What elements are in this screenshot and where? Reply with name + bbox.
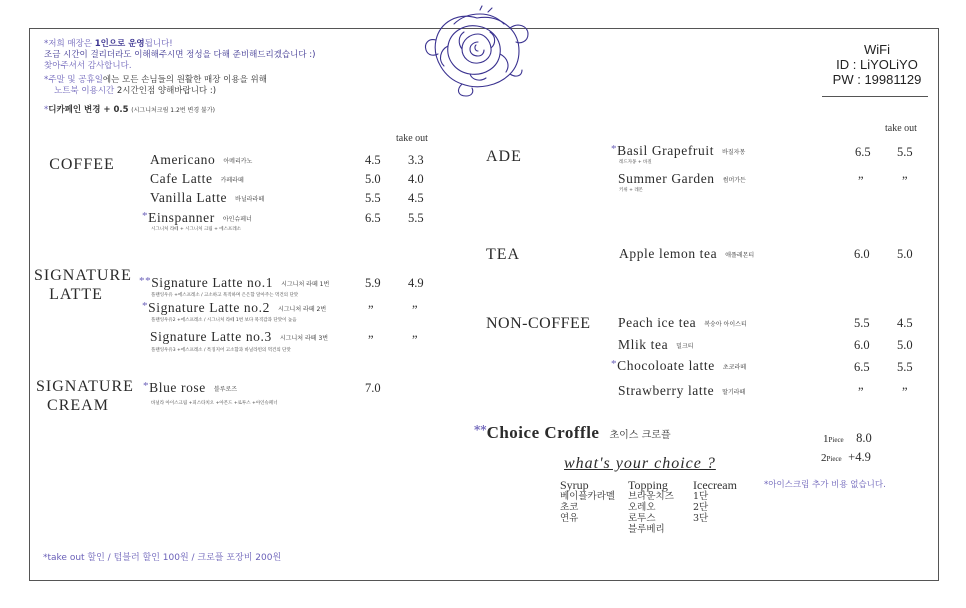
options-header: Icecream xyxy=(693,478,737,492)
item-name: Signature Latte no.3 xyxy=(150,329,272,344)
item-takeout-price: 4.9 xyxy=(408,276,424,290)
section-tea: TEA xyxy=(486,246,521,263)
item-name: Strawberry latte xyxy=(618,383,715,398)
item-korean-name: 시그니처 라떼 1번 xyxy=(281,281,330,289)
star-mark: * xyxy=(142,210,149,222)
section-title-line: SIGNATURE xyxy=(36,378,134,395)
item-name: Vanilla Latte xyxy=(150,190,228,205)
item-name: Cafe Latte xyxy=(150,171,213,186)
item-price: ” xyxy=(858,174,864,188)
option-item[interactable]: 1단 xyxy=(693,491,709,502)
star-mark: ** xyxy=(139,275,152,287)
notice-bold: 1인으로 운영 xyxy=(94,39,145,49)
croffle-piece-2 xyxy=(821,450,871,465)
menu-item-signature-latte-3[interactable] xyxy=(150,329,328,345)
piece-count: 1 xyxy=(823,433,829,445)
item-description: 플랜잉우유2 +에스프레소 / 시그니처 라떼 1번 보다 묵직감과 단맛이 높음 xyxy=(151,318,297,323)
item-price: 7.0 xyxy=(365,381,381,395)
item-korean-name: 복숭아 아이스티 xyxy=(704,321,747,329)
item-price: 5.9 xyxy=(365,276,381,290)
menu-item-americano[interactable] xyxy=(150,152,252,168)
item-korean-name: 초코라떼 xyxy=(722,364,746,372)
piece-label: Piece xyxy=(826,455,842,463)
syrup-options xyxy=(560,480,615,524)
wifi-id: ID : LiYOLiYO xyxy=(836,57,918,72)
menu-item-cafe-latte[interactable] xyxy=(150,171,244,187)
item-description: 바닐라 아이스크림 +피스타치오 +아몬드 +로투스 +아인슈페너 xyxy=(151,401,278,406)
item-name: Einspanner xyxy=(148,210,215,225)
topping-options xyxy=(628,480,674,535)
menu-item-strawberry-latte[interactable] xyxy=(618,383,745,399)
section-ade: ADE xyxy=(486,148,522,165)
menu-item-apple-lemon-tea[interactable] xyxy=(619,246,754,262)
icecream-options xyxy=(693,480,737,524)
item-takeout-price: ” xyxy=(902,385,908,399)
item-name: Signature Latte no.2 xyxy=(148,300,270,315)
item-description: 키위 + 레몬 xyxy=(619,188,644,193)
section-signature-latte xyxy=(34,266,132,304)
wifi-title: WiFi xyxy=(864,42,890,57)
decaf-note: (시그니처크림 1.2번 변경 불가) xyxy=(131,107,215,114)
menu-item-summer-garden[interactable] xyxy=(618,171,746,187)
item-price: 6.0 xyxy=(854,338,870,352)
item-name: Mlik tea xyxy=(618,337,669,352)
piece-label: Piece xyxy=(828,436,844,444)
item-price: 6.5 xyxy=(365,211,381,225)
item-takeout-price: ” xyxy=(412,333,418,347)
item-korean-name: 카페라떼 xyxy=(220,177,244,185)
menu-item-signature-latte-1[interactable] xyxy=(139,275,329,291)
notice-text: 노트북 이용시간 xyxy=(54,86,117,96)
menu-item-einspanner[interactable] xyxy=(142,210,252,226)
star-mark: * xyxy=(611,358,618,370)
item-korean-name: 블루로즈 xyxy=(213,386,238,394)
item-description: 시그니처 라떼 + 시그니처 크림 + 에스프레소 xyxy=(151,227,242,232)
item-takeout-price: 3.3 xyxy=(408,153,424,167)
section-title-line: LATTE xyxy=(49,286,103,303)
notice-line: 찾아주셔서 감사합니다. xyxy=(44,61,132,71)
item-name: Basil Grapefruit xyxy=(617,143,715,158)
item-price: 5.0 xyxy=(365,172,381,186)
croffle-piece-1 xyxy=(823,431,872,446)
item-korean-name: 밀크티 xyxy=(676,343,694,351)
footer-discount-note: *take out 할인 / 텀블러 할인 100원 / 크로플 포장비 200원 xyxy=(43,553,282,563)
section-non-coffee: NON-COFFEE xyxy=(486,315,591,332)
notice-block xyxy=(44,39,315,116)
notice-text: *저희 매장은 xyxy=(44,39,95,49)
item-takeout-price: 5.5 xyxy=(408,211,424,225)
menu-item-peach-ice-tea[interactable] xyxy=(618,315,747,331)
menu-item-milk-tea[interactable] xyxy=(618,337,694,353)
take-out-header-right: take out xyxy=(885,123,917,134)
option-item[interactable]: 오레오 xyxy=(628,502,656,513)
item-takeout-price: 4.5 xyxy=(897,316,913,330)
option-item[interactable]: 브라운치즈 xyxy=(628,491,674,502)
item-name: Chocoloate latte xyxy=(617,358,715,373)
item-price: ” xyxy=(858,385,864,399)
item-takeout-price: 5.0 xyxy=(897,247,913,261)
menu-item-blue-rose[interactable] xyxy=(143,380,237,396)
item-korean-name: 바질자몽 xyxy=(722,149,746,157)
option-item[interactable]: 블루베리 xyxy=(628,524,665,535)
section-title-line: CREAM xyxy=(47,397,109,414)
item-name: Peach ice tea xyxy=(618,315,697,330)
item-price: 6.0 xyxy=(854,247,870,261)
item-description: 레드자몽 + 바질 xyxy=(619,160,652,165)
item-name: Americano xyxy=(150,152,216,167)
decaf-option: 디카페인 변경 + 0.5 xyxy=(48,105,129,115)
menu-item-basil-grapefruit[interactable] xyxy=(611,143,745,159)
item-takeout-price: 5.0 xyxy=(897,338,913,352)
item-price: 5.5 xyxy=(365,191,381,205)
item-korean-name: 딸기라떼 xyxy=(722,389,746,397)
item-description: 플랜잉우유3 +에스프레소 / 특징지어 고소함과 바닐라빈의 먹건의 단맛 xyxy=(151,348,291,353)
item-korean-name: 아메리카노 xyxy=(223,158,253,166)
notice-text: 됩니다! xyxy=(144,39,173,49)
item-korean-name: 아인슈페너 xyxy=(222,216,252,224)
item-price: 5.5 xyxy=(854,316,870,330)
notice-text: 에는 모든 손님들의 원활한 매장 이용을 위해 xyxy=(102,75,267,85)
item-korean-name: 시그니처 라떼 2번 xyxy=(277,306,327,314)
item-description: 플랜잉우유 +에스프레소 / 고소하고 묵직하며 은은함 달아주는 먹건의 단맛 xyxy=(151,293,299,298)
take-out-header-left: take out xyxy=(396,133,428,144)
menu-item-vanilla-latte[interactable] xyxy=(150,190,264,206)
option-item[interactable]: 로투스 xyxy=(628,513,656,524)
notice-text: 2시간 xyxy=(116,86,139,96)
menu-item-signature-latte-2[interactable] xyxy=(142,300,326,316)
options-header: Topping xyxy=(628,478,668,492)
section-title-line: SIGNATURE xyxy=(34,267,132,284)
wifi-info xyxy=(822,42,932,87)
item-name: Summer Garden xyxy=(618,171,715,186)
notice-line: 조금 시간이 걸리더라도 이해해주시면 정성을 다해 준비해드리겠습니다 :) xyxy=(44,50,316,60)
item-takeout-price: 5.5 xyxy=(897,145,913,159)
menu-item-chocolate-latte[interactable] xyxy=(611,358,746,374)
item-price: +4.9 xyxy=(848,450,871,464)
item-name: Blue rose xyxy=(149,380,206,395)
option-item[interactable]: 연유 xyxy=(560,513,579,524)
item-name: Signature Latte no.1 xyxy=(151,275,274,290)
item-price: ” xyxy=(368,303,374,317)
option-item[interactable]: 베이플카라멜 xyxy=(560,491,616,502)
options-header: Syrup xyxy=(560,478,589,492)
item-price: 8.0 xyxy=(856,431,872,445)
notice-text: 인점 양해바랍니다 :) xyxy=(138,86,217,96)
icecream-note: *아이스크림 추가 비용 없습니다. xyxy=(764,480,886,490)
section-signature-cream xyxy=(36,377,134,415)
wifi-underline xyxy=(822,96,928,97)
item-korean-name: 애플레몬티 xyxy=(725,252,755,260)
section-coffee: COFFEE xyxy=(49,156,115,173)
star-mark: * xyxy=(143,380,150,392)
option-item[interactable]: 3단 xyxy=(693,513,709,524)
item-takeout-price: 4.5 xyxy=(408,191,424,205)
item-takeout-price: 4.0 xyxy=(408,172,424,186)
item-korean-name: 바닐라라떼 xyxy=(235,196,265,204)
item-takeout-price: 5.5 xyxy=(897,360,913,374)
piece-count: 2 xyxy=(821,452,827,464)
wifi-password: PW : 19981129 xyxy=(832,72,922,87)
item-korean-name: 썸머가든 xyxy=(722,177,746,185)
item-price: 4.5 xyxy=(365,153,381,167)
option-item[interactable]: 2단 xyxy=(693,502,709,513)
choice-title: what's your choice ? xyxy=(564,455,716,472)
star-mark: * xyxy=(611,143,618,155)
item-takeout-price: ” xyxy=(412,303,418,317)
star-mark: ** xyxy=(474,423,487,437)
item-takeout-price: ” xyxy=(902,174,908,188)
rose-logo xyxy=(418,4,536,100)
item-price: 6.5 xyxy=(854,360,870,374)
notice-text: *주말 및 공휴일 xyxy=(44,75,103,85)
item-name: Apple lemon tea xyxy=(619,246,718,261)
star-mark: * xyxy=(142,300,149,312)
item-price: ” xyxy=(368,333,374,347)
option-item[interactable]: 초코 xyxy=(560,502,579,513)
item-price: 6.5 xyxy=(855,145,871,159)
star-mark: * xyxy=(44,105,49,115)
item-korean-name: 초이스 크로플 xyxy=(609,430,671,441)
item-name: Choice Croffle xyxy=(486,423,600,442)
item-korean-name: 시그니처 라떼 3번 xyxy=(279,335,329,343)
menu-item-choice-croffle[interactable] xyxy=(474,423,671,443)
